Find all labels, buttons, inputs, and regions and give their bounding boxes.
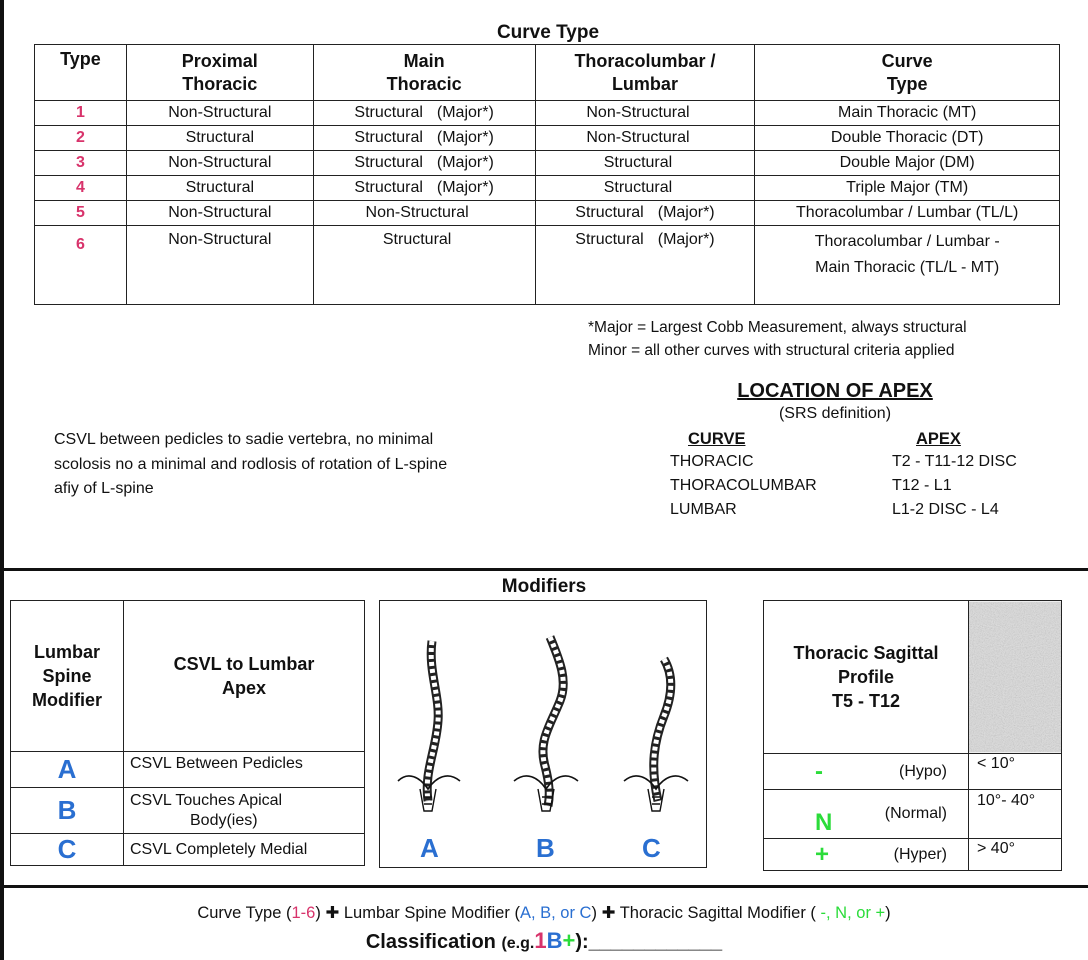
proximal-thoracic-cell: Non-Structural — [126, 101, 313, 126]
main-thoracic-cell: Structural (Major*) — [313, 126, 535, 151]
type-number: 4 — [35, 176, 127, 201]
proximal-thoracic-cell: Structural — [126, 176, 313, 201]
lumbar-desc: CSVL Touches Apical Body(ies) — [124, 788, 365, 834]
curve-type-cell: Thoracolumbar / Lumbar (TL/L) — [755, 201, 1060, 226]
sagittal-symbol: + — [815, 840, 830, 868]
sagittal-range: > 40° — [969, 839, 1062, 871]
apex-subtitle: (SRS definition) — [778, 405, 892, 422]
lumbar-row — [11, 788, 365, 834]
left-border — [0, 0, 4, 960]
footnote-major: *Major = Largest Cobb Measurement, always structural — [588, 319, 967, 336]
thoracolumbar-cell: Structural — [535, 151, 755, 176]
curve-type-table — [34, 44, 1060, 305]
curve-type-cell: Thoracolumbar / Lumbar - Main Thoracic (TL/L - MT) — [755, 226, 1060, 305]
main-thoracic-cell: Structural (Major*) — [313, 151, 535, 176]
lumbar-letter: A — [11, 752, 124, 788]
sagittal-row — [764, 839, 1062, 871]
thoracolumbar-cell: Non-Structural — [535, 126, 755, 151]
table-row — [35, 151, 1060, 176]
thoracolumbar-cell: Structural (Major*) — [535, 226, 755, 305]
curve-type-cell: Double Major (DM) — [755, 151, 1060, 176]
type-number: 5 — [35, 201, 127, 226]
spine-illustrations — [379, 600, 707, 868]
section-divider — [0, 568, 1088, 571]
thoracolumbar-cell: Structural (Major*) — [535, 201, 755, 226]
plus-icon: ✚ — [325, 904, 340, 922]
proximal-thoracic-cell: Non-Structural — [126, 226, 313, 305]
type-number: 6 — [35, 226, 127, 305]
sagittal-symbol-label: - (Hypo) — [764, 754, 969, 790]
main-thoracic-cell: Structural (Major*) — [313, 176, 535, 201]
apex-table — [670, 428, 1062, 522]
type-number: 2 — [35, 126, 127, 151]
proximal-thoracic-cell: Non-Structural — [126, 151, 313, 176]
sagittal-row — [764, 790, 1062, 839]
apex-row: LUMBAR L1-2 DISC - L4 — [670, 501, 999, 518]
spine-drawings — [380, 601, 706, 867]
proximal-thoracic-cell: Non-Structural — [126, 201, 313, 226]
type-number: 1 — [35, 101, 127, 126]
spine-b-illustration — [514, 637, 578, 811]
noise-texture — [969, 602, 1061, 752]
header-main-thoracic: Main Thoracic — [313, 45, 535, 101]
lumbar-letter: C — [11, 834, 124, 866]
lumbar-row — [11, 834, 365, 866]
table-row — [35, 176, 1060, 201]
main-thoracic-cell: Structural — [313, 226, 535, 305]
scanned-image-noise — [969, 601, 1062, 754]
csvl-header: CSVL to Lumbar Apex — [124, 601, 365, 752]
sagittal-profile-table — [763, 600, 1062, 871]
apex-row: THORACIC T2 - T11-12 DISC — [670, 453, 1017, 470]
curve-type-title: Curve Type — [496, 22, 600, 43]
classification-formula: Curve Type (1-6) ✚ Lumbar Spine Modifier (A, B, or C) ✚ Thoracic Sagittal Modifier ( -, N, or +) — [197, 904, 891, 922]
spine-label-a: A — [420, 833, 439, 863]
sagittal-symbol-label: + (Hyper) — [764, 839, 969, 871]
lumbar-letter: B — [11, 788, 124, 834]
apex-col-apex: APEX — [916, 430, 961, 448]
plus-icon: ✚ — [601, 904, 616, 922]
spine-label-b: B — [536, 833, 555, 863]
sagittal-range: < 10° — [969, 754, 1062, 790]
apex-title: LOCATION OF APEX — [737, 380, 933, 402]
lumbar-modifier-header: Lumbar Spine Modifier — [11, 601, 124, 752]
main-thoracic-cell: Non-Structural — [313, 201, 535, 226]
curve-type-cell: Double Thoracic (DT) — [755, 126, 1060, 151]
lumbar-modifier-table — [10, 600, 365, 866]
table-row — [35, 126, 1060, 151]
header-proximal-thoracic: Proximal Thoracic — [126, 45, 313, 101]
section-divider — [0, 885, 1088, 888]
spine-label-c: C — [642, 833, 661, 863]
table-row — [35, 201, 1060, 226]
curve-type-cell: Main Thoracic (MT) — [755, 101, 1060, 126]
footnote-minor: Minor = all other curves with structural criteria applied — [588, 342, 955, 359]
curve-table-header — [35, 45, 1060, 101]
sagittal-row — [764, 754, 1062, 790]
lumbar-row — [11, 752, 365, 788]
table-row — [35, 101, 1060, 126]
classification-line: Classification (e.g.1B+):____________ — [365, 928, 723, 953]
sagittal-symbol: - — [815, 757, 823, 785]
spine-c-illustration — [624, 659, 688, 811]
lumbar-desc: CSVL Completely Medial — [124, 834, 365, 866]
curve-type-cell: Triple Major (TM) — [755, 176, 1060, 201]
thoracolumbar-cell: Structural — [535, 176, 755, 201]
proximal-thoracic-cell: Structural — [126, 126, 313, 151]
header-thoracolumbar: Thoracolumbar / Lumbar — [535, 45, 755, 101]
header-type: Type — [35, 45, 127, 101]
main-thoracic-cell: Structural (Major*) — [313, 101, 535, 126]
sagittal-range: 10°- 40° — [969, 790, 1062, 839]
apex-row: THORACOLUMBAR T12 - L1 — [670, 477, 952, 494]
sagittal-symbol-label: N (Normal) — [764, 790, 969, 839]
spine-a-illustration — [398, 641, 460, 811]
apex-col-curve: CURVE — [688, 430, 746, 448]
table-row — [35, 226, 1060, 305]
type-number: 3 — [35, 151, 127, 176]
sagittal-header: Thoracic Sagittal Profile T5 - T12 — [764, 601, 969, 754]
lumbar-desc: CSVL Between Pedicles — [124, 752, 365, 788]
modifiers-title: Modifiers — [501, 576, 587, 597]
header-curve-type: Curve Type — [755, 45, 1060, 101]
sagittal-symbol: N — [815, 809, 833, 836]
csvl-note: CSVL between pedicles to sadie vertebra, no minimal scolosis no a minimal and rodlosis of rotation of L-spine afiy of L-spine — [54, 431, 448, 497]
major-minor-footnote — [588, 316, 967, 362]
thoracolumbar-cell: Non-Structural — [535, 101, 755, 126]
